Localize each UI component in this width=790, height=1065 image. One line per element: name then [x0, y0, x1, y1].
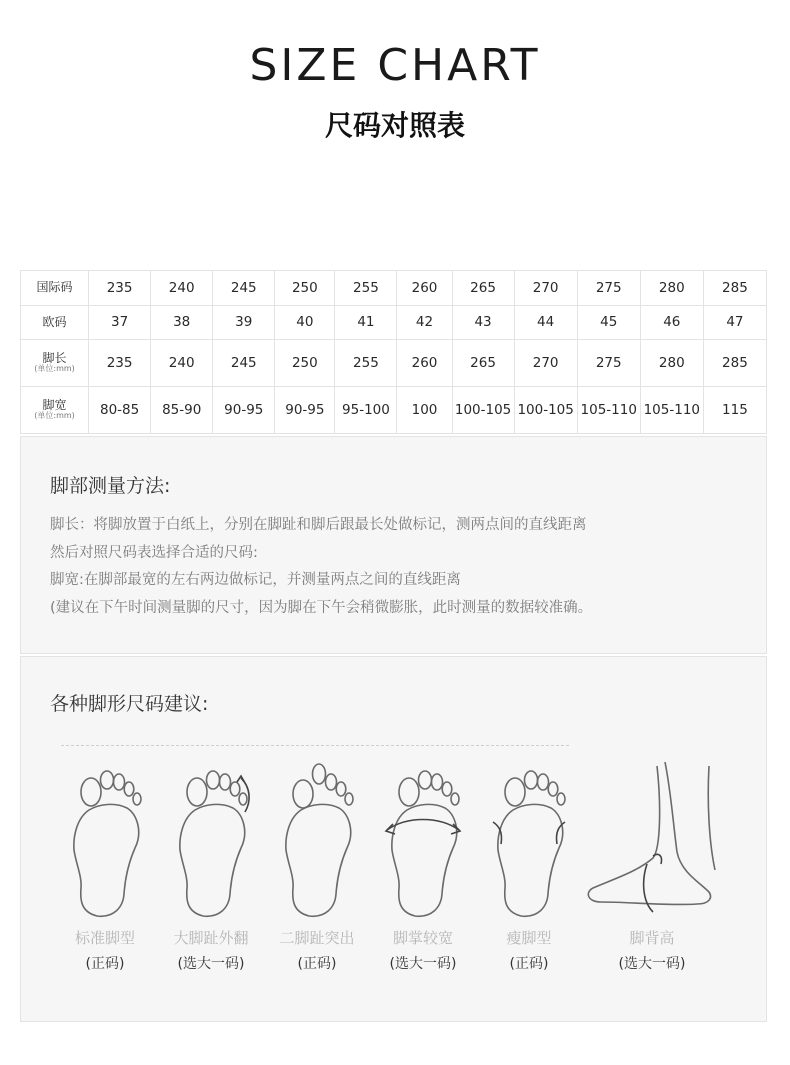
table-cell: 240 — [151, 271, 213, 306]
table-cell: 105-110 — [640, 387, 703, 434]
row-header-unit: (单位:mm) — [34, 411, 75, 421]
row-header — [21, 387, 89, 434]
narrow-foot-icon — [479, 752, 579, 922]
table-row — [21, 305, 767, 340]
row-header — [21, 271, 89, 306]
table-cell: 285 — [703, 340, 766, 387]
table-cell: 38 — [151, 305, 213, 340]
shape-label-high-instep: 脚背高 — [629, 929, 675, 947]
table-cell: 280 — [640, 340, 703, 387]
table-cell: 250 — [275, 271, 335, 306]
measurement-line: 脚宽:在脚部最宽的左右两边做标记，并测量两点之间的直线距离 — [50, 572, 461, 588]
wide-foot-icon — [373, 752, 473, 922]
table-cell: 90-95 — [275, 387, 335, 434]
table-cell: 260 — [397, 340, 452, 387]
row-header — [21, 305, 89, 340]
table-cell: 40 — [275, 305, 335, 340]
measurement-line: (建议在下午时间测量脚的尺寸，因为脚在下午会稍微膨胀，此时测量的数据较准确。 — [50, 600, 593, 616]
shape-label-wide: 脚掌较宽 — [392, 929, 453, 947]
table-cell: 250 — [275, 340, 335, 387]
table-cell: 80-85 — [89, 387, 151, 434]
bunion-foot-icon — [161, 752, 261, 922]
table-cell: 235 — [89, 340, 151, 387]
divider — [61, 745, 569, 746]
table-cell: 265 — [452, 340, 514, 387]
table-cell: 90-95 — [213, 387, 275, 434]
table-cell: 85-90 — [151, 387, 213, 434]
table-cell: 44 — [514, 305, 577, 340]
table-cell: 265 — [452, 271, 514, 306]
table-cell: 245 — [213, 340, 275, 387]
table-cell: 45 — [577, 305, 640, 340]
table-cell: 42 — [397, 305, 452, 340]
shape-size-narrow: (正码) — [509, 956, 549, 972]
table-cell: 47 — [703, 305, 766, 340]
row-header-label: 欧码 — [42, 314, 67, 329]
shape-size-wide: (选大一码) — [389, 956, 457, 972]
row-header — [21, 340, 89, 387]
table-cell: 240 — [151, 340, 213, 387]
measurement-panel — [20, 436, 767, 654]
table-cell: 100-105 — [514, 387, 577, 434]
high-instep-foot-icon — [581, 752, 731, 922]
title-chinese: 尺码对照表 — [324, 109, 465, 142]
table-cell: 270 — [514, 340, 577, 387]
foot-shapes-heading: 各种脚形尺码建议: — [50, 693, 209, 715]
table-cell: 46 — [640, 305, 703, 340]
table-cell: 255 — [335, 340, 397, 387]
table-cell: 285 — [703, 271, 766, 306]
table-cell: 275 — [577, 340, 640, 387]
standard-foot-icon — [55, 752, 155, 922]
table-cell: 235 — [89, 271, 151, 306]
table-cell: 43 — [452, 305, 514, 340]
measurement-line: 然后对照尺码表选择合适的尺码: — [50, 545, 258, 561]
table-cell: 270 — [514, 271, 577, 306]
long-second-toe-foot-icon — [267, 752, 367, 922]
table-cell: 280 — [640, 271, 703, 306]
row-header-unit: (单位:mm) — [34, 364, 75, 374]
table-cell: 105-110 — [577, 387, 640, 434]
measurement-heading: 脚部测量方法: — [50, 475, 171, 497]
table-row — [21, 387, 767, 434]
shape-size-bunion: (选大一码) — [177, 956, 245, 972]
shape-size-high-instep: (选大一码) — [618, 956, 686, 972]
table-cell: 95-100 — [335, 387, 397, 434]
table-cell: 115 — [703, 387, 766, 434]
table-cell: 260 — [397, 271, 452, 306]
table-cell: 39 — [213, 305, 275, 340]
shape-size-second-toe: (正码) — [297, 956, 337, 972]
table-cell: 255 — [335, 271, 397, 306]
shape-label-standard: 标准脚型 — [74, 929, 135, 947]
title-english: SIZE CHART — [249, 40, 541, 91]
row-header-label: 国际码 — [36, 280, 73, 295]
table-row — [21, 340, 767, 387]
table-cell: 275 — [577, 271, 640, 306]
table-cell: 100-105 — [452, 387, 514, 434]
foot-shapes-panel — [20, 656, 767, 1022]
size-table — [20, 270, 767, 434]
shape-label-bunion: 大脚趾外翻 — [173, 929, 249, 947]
measurement-line: 脚长：将脚放置于白纸上，分别在脚趾和脚后跟最长处做标记，测两点间的直线距离 — [50, 517, 587, 533]
table-cell: 100 — [397, 387, 452, 434]
row-header-label: 脚宽 — [42, 398, 67, 413]
shape-label-second-toe: 二脚趾突出 — [279, 929, 355, 947]
table-row — [21, 271, 767, 306]
table-cell: 41 — [335, 305, 397, 340]
table-cell: 37 — [89, 305, 151, 340]
table-cell: 245 — [213, 271, 275, 306]
row-header-label: 脚长 — [42, 351, 67, 366]
shape-size-standard: (正码) — [85, 956, 125, 972]
shape-label-narrow: 瘦脚型 — [506, 929, 552, 947]
